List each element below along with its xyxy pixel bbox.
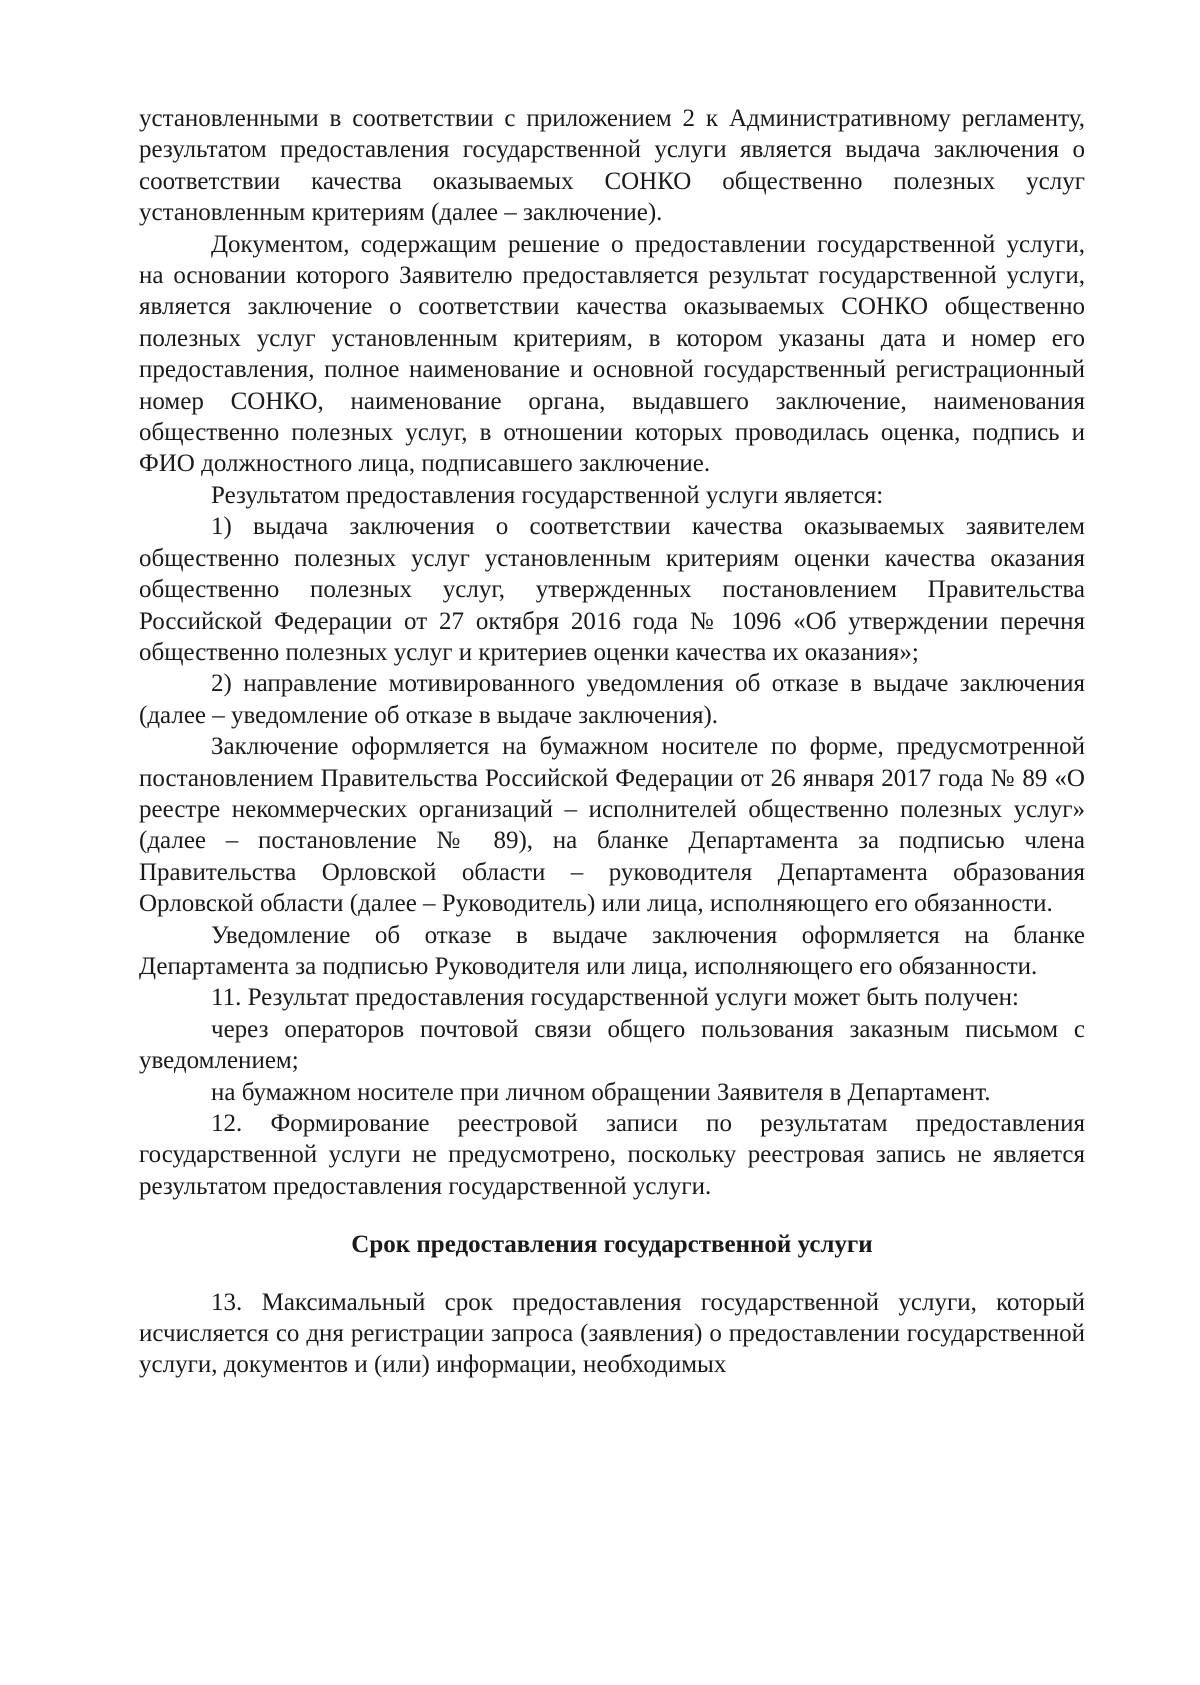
paragraph: на бумажном носителе при личном обращении Заявителя в Департамент. [211,1078,991,1106]
paragraph: Заключение оформляется на бумажном носителе по форме, предусмотренной постановлением Правительства Российской Федерации от 26 января 2017 года № 89 «О реестре некоммерческих организаций – исполнителей общественно полезных услуг» (далее – постановление № 89), на бланке Департамента за подписью члена Правительства Орловской области – руководителя Департамента образования Орловской области (далее – Руководитель) или лица, исполняющего его обязанности. [139,733,1085,918]
list-item: 2) направление мотивированного уведомления об отказе в выдаче заключения (далее – уведомление об отказе в выдаче заключения). [139,670,1085,729]
document-body [139,103,1085,1381]
paragraph: Документом, содержащим решение о предоставлении государственной услуги, на основании которого Заявителю предоставляется результат государственной услуги, является заключение о соответствии качества оказываемых СОНКО общественно полезных услуг установленным критериям, в котором указаны дата и номер его предоставления, полное наименование и основной государственный регистрационный номер СОНКО, наименование органа, выдавшего заключение, наименования общественно полезных услуг, в отношении которых проводилась оценка, подпись и ФИО должностного лица, подписавшего заключение. [139,230,1085,478]
numbered-clause: 12. Формирование реестровой записи по результатам предоставления государственной услуги не предусмотрено, поскольку реестровая запись не является результатом предоставления государственной услуги. [139,1110,1085,1200]
list-item: 1) выдача заключения о соответствии качества оказываемых заявителем общественно полезных услуг установленным критериям оценки качества оказания общественно полезных услуг, утвержденных постановлением Правительства Российской Федерации от 27 октября 2016 года № 1096 «Об утверждении перечня общественно полезных услуг и критериев оценки качества их оказания»; [139,513,1085,666]
section-heading: Срок предоставления государственной услуги [351,1231,873,1259]
paragraph: Результатом предоставления государственной услуги является: [211,481,884,509]
paragraph: через операторов почтовой связи общего пользования заказным письмом с уведомлением; [139,1015,1085,1075]
numbered-clause: 11. Результат предоставления государственной услуги может быть получен: [211,984,1019,1012]
numbered-clause: 13. Максимальный срок предоставления государственной услуги, который исчисляется со дня регистрации запроса (заявления) о предоставлении государственной услуги, документов и (или) информации, необходимых [139,1288,1085,1379]
paragraph: установленными в соответствии с приложением 2 к Административному регламенту, результатом предоставления государственной услуги является выдача заключения о соответствии качества оказываемых СОНКО общественно полезных услуг установленным критериям (далее – заключение). [139,105,1085,227]
paragraph: Уведомление об отказе в выдаче заключения оформляется на бланке Департамента за подписью Руководителя или лица, исполняющего его обязанности. [139,921,1085,980]
